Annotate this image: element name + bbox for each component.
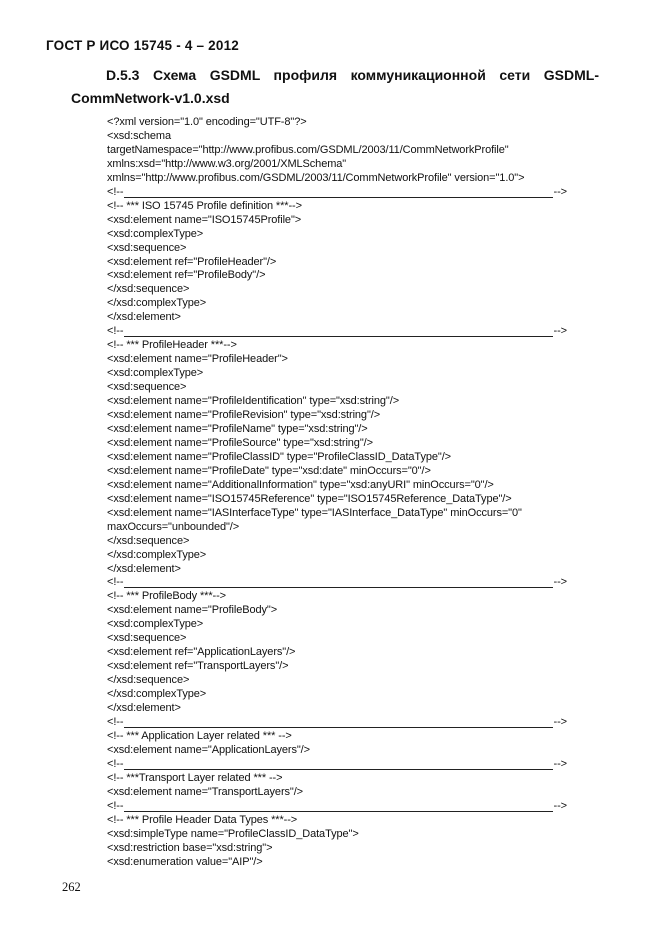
page-number: 262 (62, 880, 81, 894)
code-line: <!-- *** ProfileHeader ***--> (107, 339, 237, 352)
section-title-line-2: CommNetwork-v1.0.xsd (71, 90, 230, 106)
xsd-code-listing (107, 116, 567, 869)
code-line: <xsd:sequence> (107, 381, 187, 394)
code-line: <xsd:simpleType name="ProfileClassID_DataType"> (107, 827, 359, 840)
separator-rule (124, 801, 552, 812)
code-line: <xsd:element name="ISO15745Profile"> (107, 213, 302, 226)
separator-close: --> (553, 799, 567, 812)
separator-open: <!-- (107, 799, 124, 812)
code-line: <xsd:complexType> (107, 367, 204, 380)
code-line: <xsd:element name="ProfileHeader"> (107, 353, 288, 366)
comment-separator-line (107, 325, 567, 339)
code-line: xmlns:xsd="http://www.w3.org/2001/XMLSchema" (107, 157, 347, 170)
code-line: <xsd:element name="TransportLayers"/> (107, 785, 303, 798)
code-line: <xsd:complexType> (107, 227, 204, 240)
code-line: <xsd:element ref="ProfileBody"/> (107, 269, 266, 282)
code-line: <xsd:sequence> (107, 632, 187, 645)
code-line: <xsd:element name="ProfileIdentification" type="xsd:string"/> (107, 395, 400, 408)
code-line: <xsd:enumeration value="AIP"/> (107, 855, 263, 868)
code-line: <xsd:element name="ProfileBody"> (107, 604, 278, 617)
code-line: <!-- *** ISO 15745 Profile definition ***--> (107, 199, 302, 212)
code-line: <!-- *** Profile Header Data Types ***--> (107, 813, 298, 826)
code-line: <!-- *** Application Layer related *** --> (107, 729, 292, 742)
code-line: </xsd:sequence> (107, 674, 190, 687)
code-line: <xsd:element name="ProfileClassID" type="ProfileClassID_DataType"/> (107, 450, 451, 463)
code-line: <xsd:element name="AdditionalInformation" type="xsd:anyURI" minOccurs="0"/> (107, 478, 494, 491)
code-line: <xsd:element name="ProfileRevision" type="xsd:string"/> (107, 409, 381, 422)
code-line: </xsd:complexType> (107, 548, 207, 561)
section-title (46, 64, 599, 110)
code-line: </xsd:sequence> (107, 534, 190, 547)
separator-open: <!-- (107, 325, 124, 338)
code-line: </xsd:sequence> (107, 283, 190, 296)
separator-close: --> (553, 325, 567, 338)
comment-separator-line (107, 716, 567, 730)
code-line: <xsd:sequence> (107, 241, 187, 254)
separator-close: --> (553, 185, 567, 198)
code-line: targetNamespace="http://www.profibus.com/GSDML/2003/11/CommNetworkProfile" (107, 143, 509, 156)
code-line: <xsd:element name="ApplicationLayers"/> (107, 743, 310, 756)
code-line: <xsd:element name="ProfileSource" type="xsd:string"/> (107, 436, 373, 449)
code-line: <!-- ***Transport Layer related *** --> (107, 771, 283, 784)
separator-rule (124, 717, 552, 728)
code-line: <xsd:element name="ProfileName" type="xsd:string"/> (107, 422, 368, 435)
code-line: <!-- *** ProfileBody ***--> (107, 590, 226, 603)
code-line: xmlns="http://www.profibus.com/GSDML/2003/11/CommNetworkProfile" version="1.0"> (107, 171, 525, 184)
separator-open: <!-- (107, 185, 124, 198)
comment-separator-line (107, 186, 567, 200)
document-standard-header: ГОСТ Р ИСО 15745 - 4 – 2012 (46, 38, 239, 53)
comment-separator-line (107, 800, 567, 814)
separator-close: --> (553, 576, 567, 589)
code-line: <xsd:element name="IASInterfaceType" type="IASInterface_DataType" minOccurs="0" (107, 506, 522, 519)
code-line: <xsd:element name="ISO15745Reference" type="ISO15745Reference_DataType"/> (107, 492, 512, 505)
code-line: </xsd:element> (107, 562, 181, 575)
code-line: </xsd:complexType> (107, 297, 207, 310)
code-line: <xsd:element ref="TransportLayers"/> (107, 660, 289, 673)
code-line: <xsd:element ref="ProfileHeader"/> (107, 255, 277, 268)
code-line: <xsd:schema (107, 129, 172, 142)
code-line: </xsd:element> (107, 702, 181, 715)
separator-open: <!-- (107, 576, 124, 589)
section-title-line-1: D.5.3 Схема GSDML профиля коммуникационной сети GSDML- (106, 67, 599, 83)
code-line: <xsd:element name="ProfileDate" type="xsd:date" minOccurs="0"/> (107, 464, 431, 477)
comment-separator-line (107, 758, 567, 772)
code-line: <xsd:complexType> (107, 618, 204, 631)
separator-open: <!-- (107, 715, 124, 728)
separator-close: --> (553, 757, 567, 770)
separator-rule (124, 577, 552, 588)
code-line: <?xml version="1.0" encoding="UTF-8"?> (107, 116, 307, 128)
code-line: </xsd:element> (107, 311, 181, 324)
code-line: <xsd:element ref="ApplicationLayers"/> (107, 646, 296, 659)
comment-separator-line (107, 576, 567, 590)
separator-rule (124, 187, 552, 198)
separator-open: <!-- (107, 757, 124, 770)
code-line: maxOccurs="unbounded"/> (107, 520, 240, 533)
separator-close: --> (553, 715, 567, 728)
separator-rule (124, 759, 552, 770)
code-line: <xsd:restriction base="xsd:string"> (107, 841, 273, 854)
code-line: </xsd:complexType> (107, 688, 207, 701)
separator-rule (124, 326, 552, 337)
